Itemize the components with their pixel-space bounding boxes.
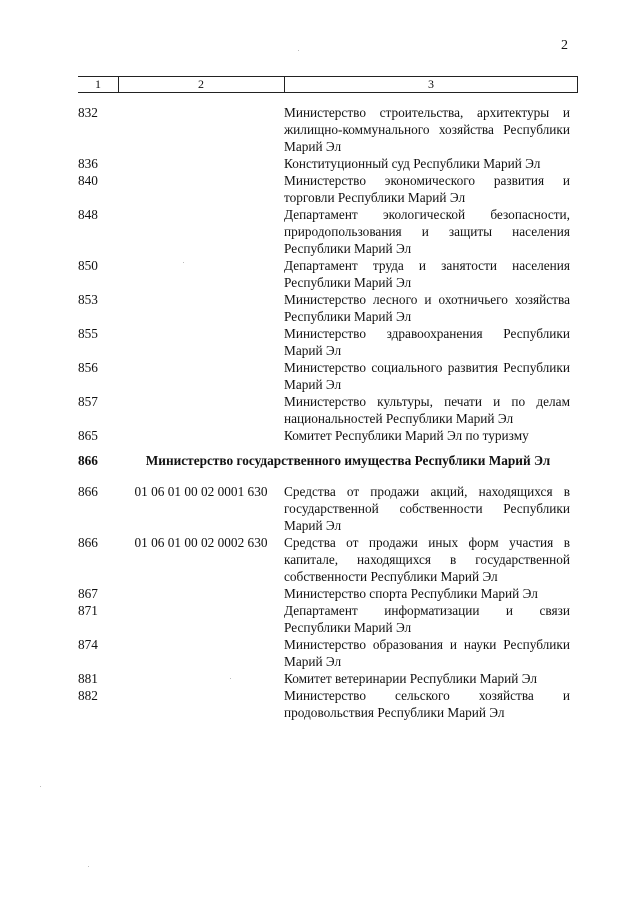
section-row [78,452,578,469]
table-row [78,257,578,291]
row-name: Департамент информатизации и связи Республики Марий Эл [284,603,570,635]
row-name: Министерство строительства, архитектуры и жилищно-коммунального хозяйства Республики Марий Эл [284,105,570,154]
row-kbk: 01 06 01 00 02 0002 630 [134,535,268,550]
row-name: Министерство лесного и охотничьего хозяйства Республики Марий Эл [284,292,570,324]
table-row [78,359,578,393]
row-code: 857 [78,394,98,409]
row-name: Министерство сельского хозяйства и продовольствия Республики Марий Эл [284,688,570,720]
row-kbk [118,359,284,393]
row-name: Средства от продажи акций, находящихся в государственной собственности Республики Марий Эл [284,484,570,533]
row-code: 882 [78,688,98,703]
row-code: 850 [78,258,98,273]
header-col-1: 1 [78,77,119,92]
page-number: 2 [561,38,568,53]
row-name: Департамент труда и занятости населения Республики Марий Эл [284,258,570,290]
row-code: 832 [78,105,98,120]
table-row [78,155,578,172]
row-kbk [118,291,284,325]
row-kbk [118,325,284,359]
table-row [78,483,578,534]
row-name: Комитет ветеринарии Республики Марий Эл [284,671,537,686]
row-kbk: 01 06 01 00 02 0001 630 [134,484,268,499]
table-row [78,104,578,155]
table-row [78,687,578,721]
row-kbk [118,687,284,721]
table-header [78,76,578,93]
table-row [78,393,578,427]
scan-speck [40,786,41,787]
row-kbk [118,172,284,206]
row-kbk [118,636,284,670]
row-name: Конституционный суд Республики Марий Эл [284,156,541,171]
row-name: Министерство здравоохранения Республики Марий Эл [284,326,570,358]
table-row [78,325,578,359]
row-name: Департамент экологической безопасности, природопользования и защиты населения Республики Марий Эл [284,207,570,256]
row-name: Комитет Республики Марий Эл по туризму [284,428,529,443]
table-row [78,291,578,325]
row-name: Средства от продажи иных форм участия в капитале, находящихся в государственной собственности Республики Марий Эл [284,535,570,584]
row-name: Министерство культуры, печати и по делам национальностей Республики Марий Эл [284,394,570,426]
row-code: 881 [78,671,98,686]
row-code: 836 [78,156,98,171]
row-kbk [118,104,284,155]
table-row [78,670,578,687]
row-code: 871 [78,603,98,618]
section-code: 866 [78,453,98,468]
row-kbk [118,206,284,257]
table-body [78,104,578,721]
row-code: 855 [78,326,98,341]
row-code: 866 [78,484,98,499]
row-name: Министерство экономического развития и торговли Республики Марий Эл [284,173,570,205]
scan-speck [183,262,184,263]
row-code: 848 [78,207,98,222]
row-code: 874 [78,637,98,652]
header-col-3: 3 [428,77,434,91]
row-code: 840 [78,173,98,188]
row-name: Министерство социального развития Республики Марий Эл [284,360,570,392]
scan-speck [298,50,299,51]
row-code: 865 [78,428,98,443]
row-code: 866 [78,535,98,550]
row-kbk [118,427,284,444]
table-row [78,636,578,670]
row-kbk [118,585,284,602]
section-name: Министерство государственного имущества Республики Марий Эл [145,453,551,468]
row-kbk [118,257,284,291]
scan-speck [230,678,231,679]
row-name: Министерство образования и науки Республики Марий Эл [284,637,570,669]
table-row [78,427,578,444]
scan-speck [88,866,89,867]
header-col-2: 2 [118,77,285,92]
row-kbk [118,155,284,172]
row-code: 853 [78,292,98,307]
row-kbk [118,393,284,427]
row-name: Министерство спорта Республики Марий Эл [284,586,538,601]
table-row [78,206,578,257]
table-row [78,602,578,636]
row-code: 856 [78,360,98,375]
row-kbk [118,602,284,636]
row-kbk [118,670,284,687]
table-row [78,534,578,585]
table-row [78,172,578,206]
table-row [78,585,578,602]
row-code: 867 [78,586,98,601]
